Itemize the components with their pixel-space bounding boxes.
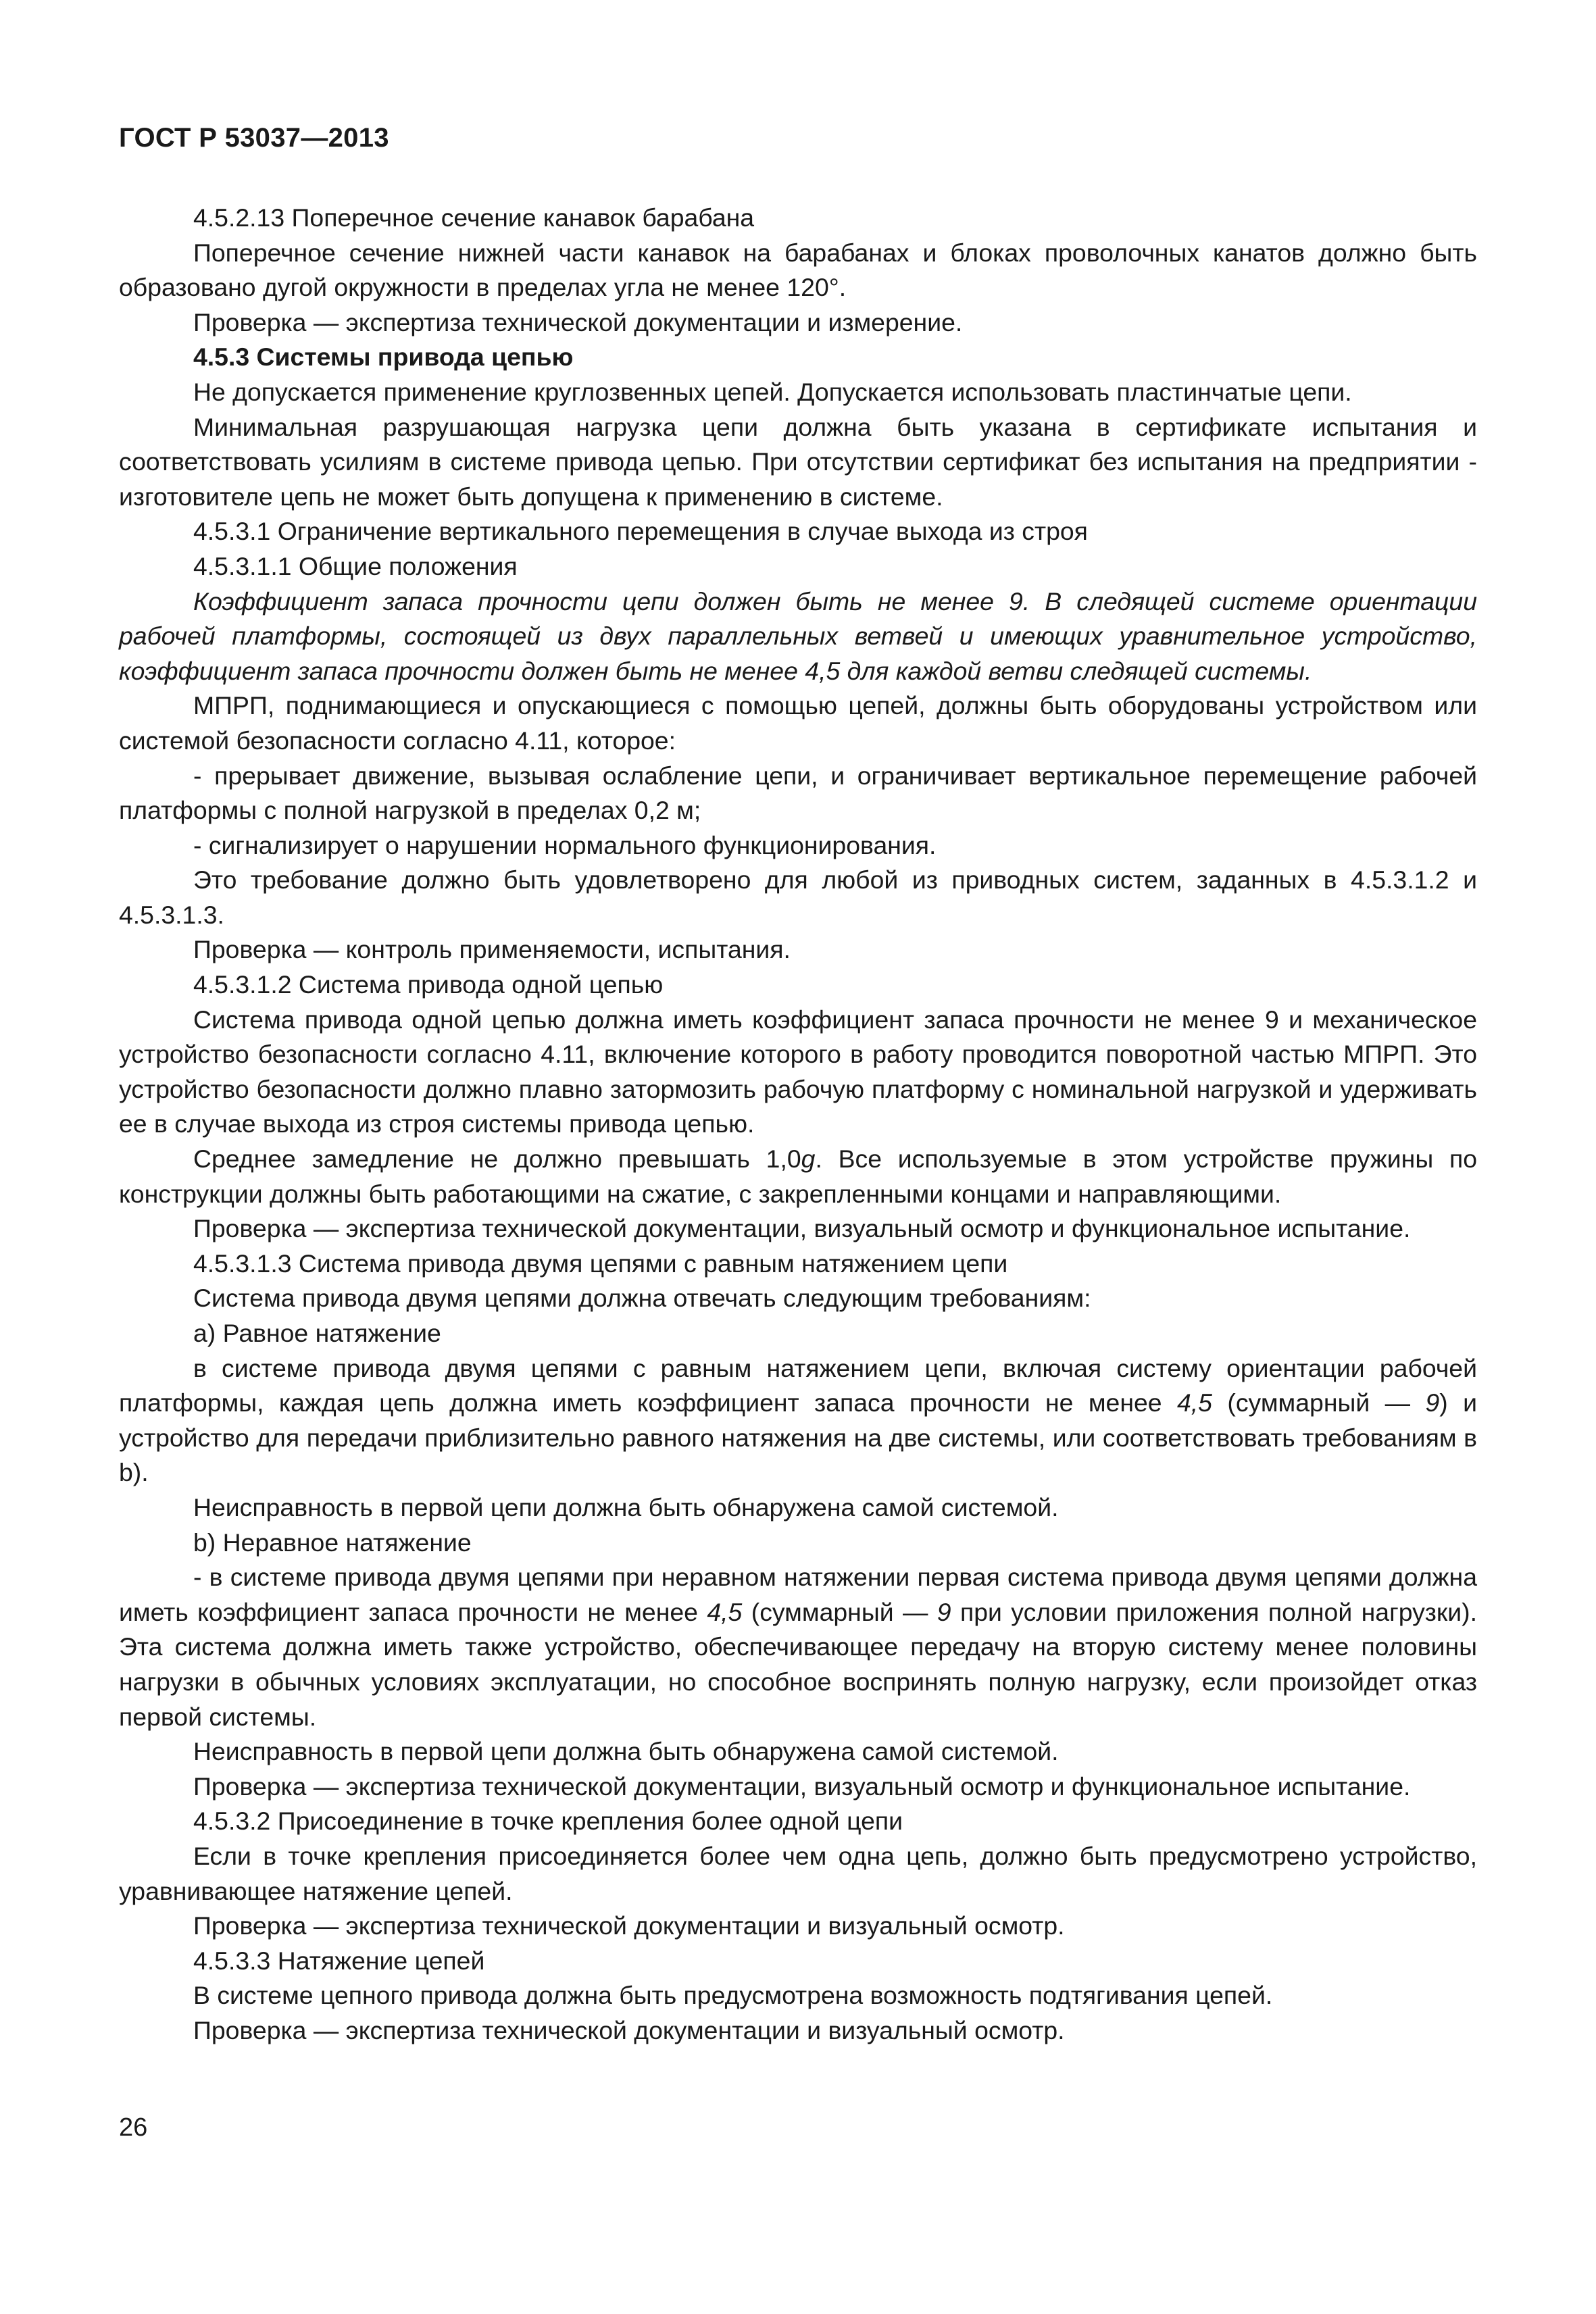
section-heading-4-5-2-13: 4.5.2.13 Поперечное сечение канавок барабана — [193, 203, 755, 232]
section-heading-4-5-3-1: 4.5.3.1 Ограничение вертикального перемещения в случае выхода из строя — [193, 517, 1088, 546]
paragraph — [119, 1351, 1477, 1490]
italic-number: 4,5 — [1177, 1388, 1212, 1417]
text-run: - в системе привода двумя цепями при неравном натяжении первая система привода двумя цепями должна иметь коэффициент запаса прочности не менее — [119, 1563, 1477, 1626]
paragraph — [119, 1560, 1477, 1734]
section-heading-4-5-3-2: 4.5.3.2 Присоединение в точке крепления более одной цепи — [193, 1807, 903, 1836]
paragraph: Не допускается применение круглозвенных цепей. Допускается использовать пластинчатые цепи. — [193, 377, 1352, 406]
text-run: . Все используемые в этом устройстве пружины по конструкции должны быть работающими на сжатие, с закрепленными концами и направляющими. — [119, 1145, 1477, 1208]
subheading-b: b) Неравное натяжение — [193, 1528, 472, 1557]
paragraph — [119, 1142, 1477, 1211]
section-heading-4-5-3-3: 4.5.3.3 Натяжение цепей — [193, 1946, 485, 1975]
text-run: в системе привода двумя цепями с равным натяжением цепи, включая систему ориентации рабочей платформы, каждая цепь должна иметь коэффициент запаса прочности не менее — [119, 1353, 1477, 1417]
list-item: - прерывает движение, вызывая ослабление цепи, и ограничивает вертикальное перемещение рабочей платформы с полной нагрузкой в пределах 0,2 м; — [119, 761, 1477, 825]
paragraph: Система привода одной цепью должна иметь коэффициент запаса прочности не менее 9 и механическое устройство безопасности согласно 4.11, включение которого в работу проводится поворотной частью МПРП. Это устройство безопасности должно плавно затормозить рабочую платформу с номинальной нагрузкой и удерживать ее в случае выхода из строя системы привода цепью. — [119, 1005, 1477, 1138]
document-body — [119, 201, 1477, 2048]
italic-number: 4,5 — [707, 1597, 743, 1626]
italic-number: 9 — [937, 1597, 951, 1626]
section-heading-4-5-3-1-3: 4.5.3.1.3 Система привода двумя цепями с равным натяжением цепи — [193, 1249, 1008, 1278]
section-heading-4-5-3-1-1: 4.5.3.1.1 Общие положения — [193, 551, 518, 580]
verification-note: Проверка — экспертиза технической документации, визуальный осмотр и функциональное испытание. — [193, 1771, 1411, 1801]
section-heading-4-5-3: 4.5.3 Системы привода цепью — [193, 343, 574, 372]
page-number: 26 — [119, 2113, 148, 2142]
italic-symbol: g — [801, 1145, 816, 1174]
document-header: ГОСТ Р 53037—2013 — [119, 123, 389, 153]
paragraph: Поперечное сечение нижней части канавок на барабанах и блоках проволочных канатов должно быть образовано дугой окружности в пределах угла не менее 120°. — [119, 238, 1477, 302]
paragraph: В системе цепного привода должна быть предусмотрена возможность подтягивания цепей. — [193, 1981, 1273, 2010]
subheading-a: a) Равное натяжение — [193, 1319, 441, 1347]
list-item: - сигнализирует о нарушении нормального функционирования. — [193, 830, 937, 859]
paragraph: МПРП, поднимающиеся и опускающиеся с помощью цепей, должны быть оборудованы устройством или системой безопасности согласно 4.11, которое: — [119, 691, 1477, 755]
italic-number: 9 — [1425, 1388, 1440, 1417]
text-run: (суммарный — — [742, 1597, 937, 1626]
verification-note: Проверка — экспертиза технической документации и измерение. — [193, 307, 963, 336]
paragraph: Система привода двумя цепями должна отвечать следующим требованиям: — [193, 1284, 1091, 1313]
text-run: при условии приложения полной нагрузки). Эта система должна иметь также устройство, обеспечивающее передачу на вторую систему менее половины нагрузки в обычных условиях эксплуатации, но способное воспринять полную нагрузку, если произойдет отказ первой системы. — [119, 1597, 1478, 1731]
paragraph: Неисправность в первой цепи должна быть обнаружена самой системой. — [193, 1737, 1059, 1766]
paragraph: Это требование должно быть удовлетворено для любой из приводных систем, заданных в 4.5.3.1.2 и 4.5.3.1.3. — [119, 865, 1477, 929]
paragraph: Минимальная разрушающая нагрузка цепи должна быть указана в сертификате испытания и соответствовать усилиям в системе привода цепью. При отсутствии сертификат без испытания на предприятии - изготовителе цепь не может быть допущена к применению в системе. — [119, 412, 1477, 511]
italic-paragraph: Коэффициент запаса прочности цепи должен быть не менее 9. В следящей системе ориентации рабочей платформы, состоящей из двух параллельных ветвей и имеющих уравнительное устройство, коэффициент запаса прочности должен быть не менее 4,5 для каждой ветви следящей системы. — [119, 586, 1477, 685]
text-run: Среднее замедление не должно превышать 1,0 — [193, 1145, 801, 1174]
paragraph: Неисправность в первой цепи должна быть обнаружена самой системой. — [193, 1492, 1059, 1521]
text-run: (суммарный — — [1212, 1388, 1426, 1417]
paragraph: Если в точке крепления присоединяется более чем одна цепь, должно быть предусмотрено устройство, уравнивающее натяжение цепей. — [119, 1841, 1477, 1905]
section-heading-4-5-3-1-2: 4.5.3.1.2 Система привода одной цепью — [193, 970, 664, 999]
text-run: ) и устройство для передачи приблизительно равного натяжения на две системы, или соответствовать требованиям в b). — [119, 1388, 1477, 1487]
verification-note: Проверка — контроль применяемости, испытания. — [193, 935, 791, 964]
verification-note: Проверка — экспертиза технической документации, визуальный осмотр и функциональное испытание. — [193, 1214, 1411, 1243]
verification-note: Проверка — экспертиза технической документации и визуальный осмотр. — [193, 1911, 1065, 1940]
verification-note: Проверка — экспертиза технической документации и визуальный осмотр. — [193, 2015, 1065, 2044]
